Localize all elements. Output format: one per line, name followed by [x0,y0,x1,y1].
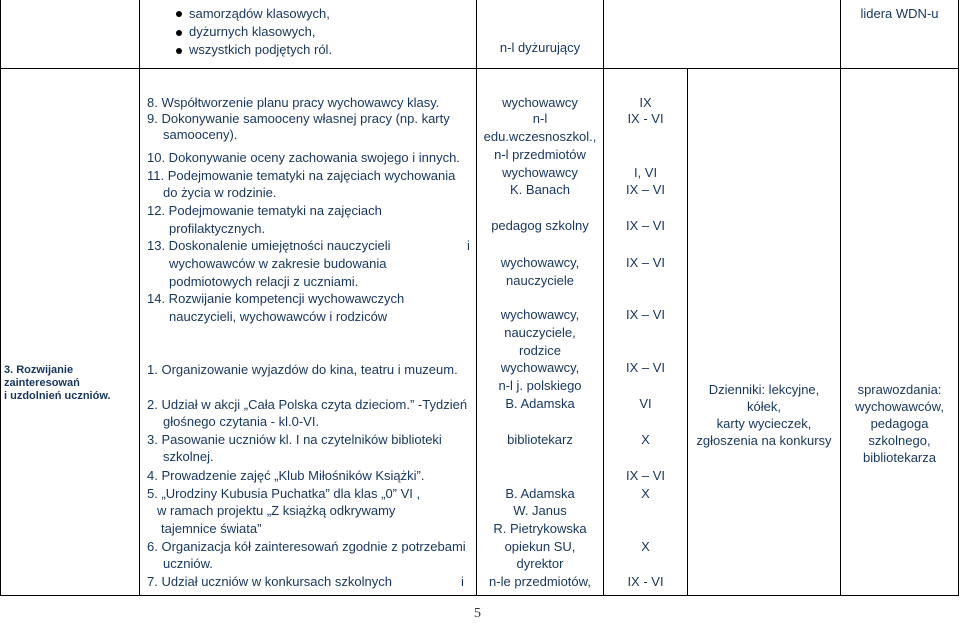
row-divider-top [0,68,959,69]
task-line: 8. Współtworzenie planu pracy wychowawcy klasy. [147,95,440,110]
term-line: IX – VI [625,255,666,270]
bullet-dot [176,11,182,17]
term-line: IX – VI [625,360,666,375]
term-line: X [641,432,650,447]
section-label: 3. Rozwijanie zainteresowań i uzdolnień uczniów. [4,364,111,402]
responsible-line: opiekun SU, [504,539,576,554]
task-line: szkolnej. [163,449,214,464]
task-line: 10. Dokonywanie oceny zachowania swojego i innych. [147,150,460,165]
responsible-line: rodzice [519,343,561,358]
term-line: IX – VI [625,182,666,197]
term-line: IX – VI [625,307,666,322]
task-line: 11. Podejmowanie tematyki na zajęciach wychowania [147,168,456,183]
task-line: 12. Podejmowanie tematyki na zajęciach [147,203,382,218]
task-line: podmiotowych relacji z uczniami. [169,274,359,289]
responsible-line: K. Banach [510,182,570,197]
responsible-line: wychowawcy [502,165,578,180]
task-line: 13. Doskonalenie umiejętności nauczycieli [147,238,391,253]
stray-letter: i [461,574,464,589]
bullet-item: samorządów klasowych, [189,6,330,21]
responsible-line: n-le przedmiotów, [489,574,591,589]
responsible-line: B. Adamska [505,486,575,501]
responsible-line: pedagog szkolny [491,218,589,233]
top-responsible: n-l dyżurujący [499,40,581,55]
responsible-line: n-l j. polskiego [498,378,582,393]
evaluation-cell: sprawozdania: wychowawców, pedagoga szkolnego, bibliotekarza [855,382,944,465]
bullet-dot [176,30,182,36]
responsible-line: wychowawcy, [500,360,580,375]
task-line: 2. Udział w akcji „Cała Polska czyta dzieciom.” -Tydzień [147,397,468,412]
task-line: 6. Organizacja kół zainteresowań zgodnie z potrzebami [147,539,466,554]
task-line: 5. „Urodziny Kubusia Puchatka” dla klas „0” VI , [147,486,421,501]
responsible-line: nauczyciele, [504,325,576,340]
term-line: VI [639,396,652,411]
task-line: profilaktycznych. [169,221,266,236]
term-line: IX - VI [627,111,664,126]
responsible-line: n-l [532,111,548,126]
responsible-line: R. Pietrykowska [493,521,587,536]
task-line: uczniów. [163,556,213,571]
task-line: 9. Dokonywanie samooceny własnej pracy (np. karty [147,111,450,126]
responsible-line: nauczyciele [506,273,574,288]
task-line: 3. Pasowanie uczniów kl. I na czytelników biblioteki [147,432,442,447]
task-line: głośnego czytania - kl.0-VI. [163,414,320,429]
task-line: do życia w rodzinie. [163,185,277,200]
responsible-line: dyrektor [516,556,564,571]
term-line: IX – VI [625,468,666,483]
responsible-line: B. Adamska [505,396,575,411]
term-line: X [641,539,650,554]
page-number: 5 [474,606,481,621]
responsible-line: bibliotekarz [507,432,573,447]
responsible-line: edu.wczesnoszkol., [483,129,597,144]
term-line: IX - VI [627,574,664,589]
task-line: 1. Organizowanie wyjazdów do kina, teatru i muzeum. [147,362,458,377]
term-line: I, VI [633,165,658,180]
term-line: IX [639,95,652,110]
task-line: wychowawców w zakresie budowania [169,256,387,271]
bullet-dot [176,48,182,54]
responsible-line: wychowawcy, [500,255,580,270]
responsible-line: wychowawcy, [500,307,580,322]
task-line: samooceny). [163,127,238,142]
task-line: nauczycieli, wychowawców i rodziców [169,309,388,324]
documentation-cell: Dzienniki: lekcyjne, kółek, karty wycieczek, zgłoszenia na konkursy [696,382,832,448]
task-line: w ramach projektu „Z książką odkrywamy [157,503,396,518]
table-border-left [0,0,1,596]
task-line: 4. Prowadzenie zajęć „Klub Miłośników Książki”. [147,468,425,483]
responsible-line: W. Janus [513,503,567,518]
col-divider-5 [840,0,841,596]
task-line: 7. Udział uczniów w konkursach szkolnych [147,574,392,589]
task-line: 14. Rozwijanie kompetencji wychowawczych [147,291,405,306]
table-border-bottom [0,595,959,596]
col-divider-3 [603,0,604,596]
table-border-right [958,0,959,596]
bullet-item: wszystkich podjętych ról. [189,42,333,57]
responsible-line: wychowawcy [502,95,578,110]
responsible-line: n-l przedmiotów [494,147,586,162]
top-last-cell: lidera WDN-u [860,6,939,21]
col-divider-4 [687,68,688,596]
stray-letter: i [467,238,470,253]
term-line: X [641,486,650,501]
term-line: IX – VI [625,218,666,233]
task-line: tajemnice świata” [161,521,262,536]
col-divider-1 [139,0,140,596]
bullet-item: dyżurnych klasowych, [189,24,316,39]
